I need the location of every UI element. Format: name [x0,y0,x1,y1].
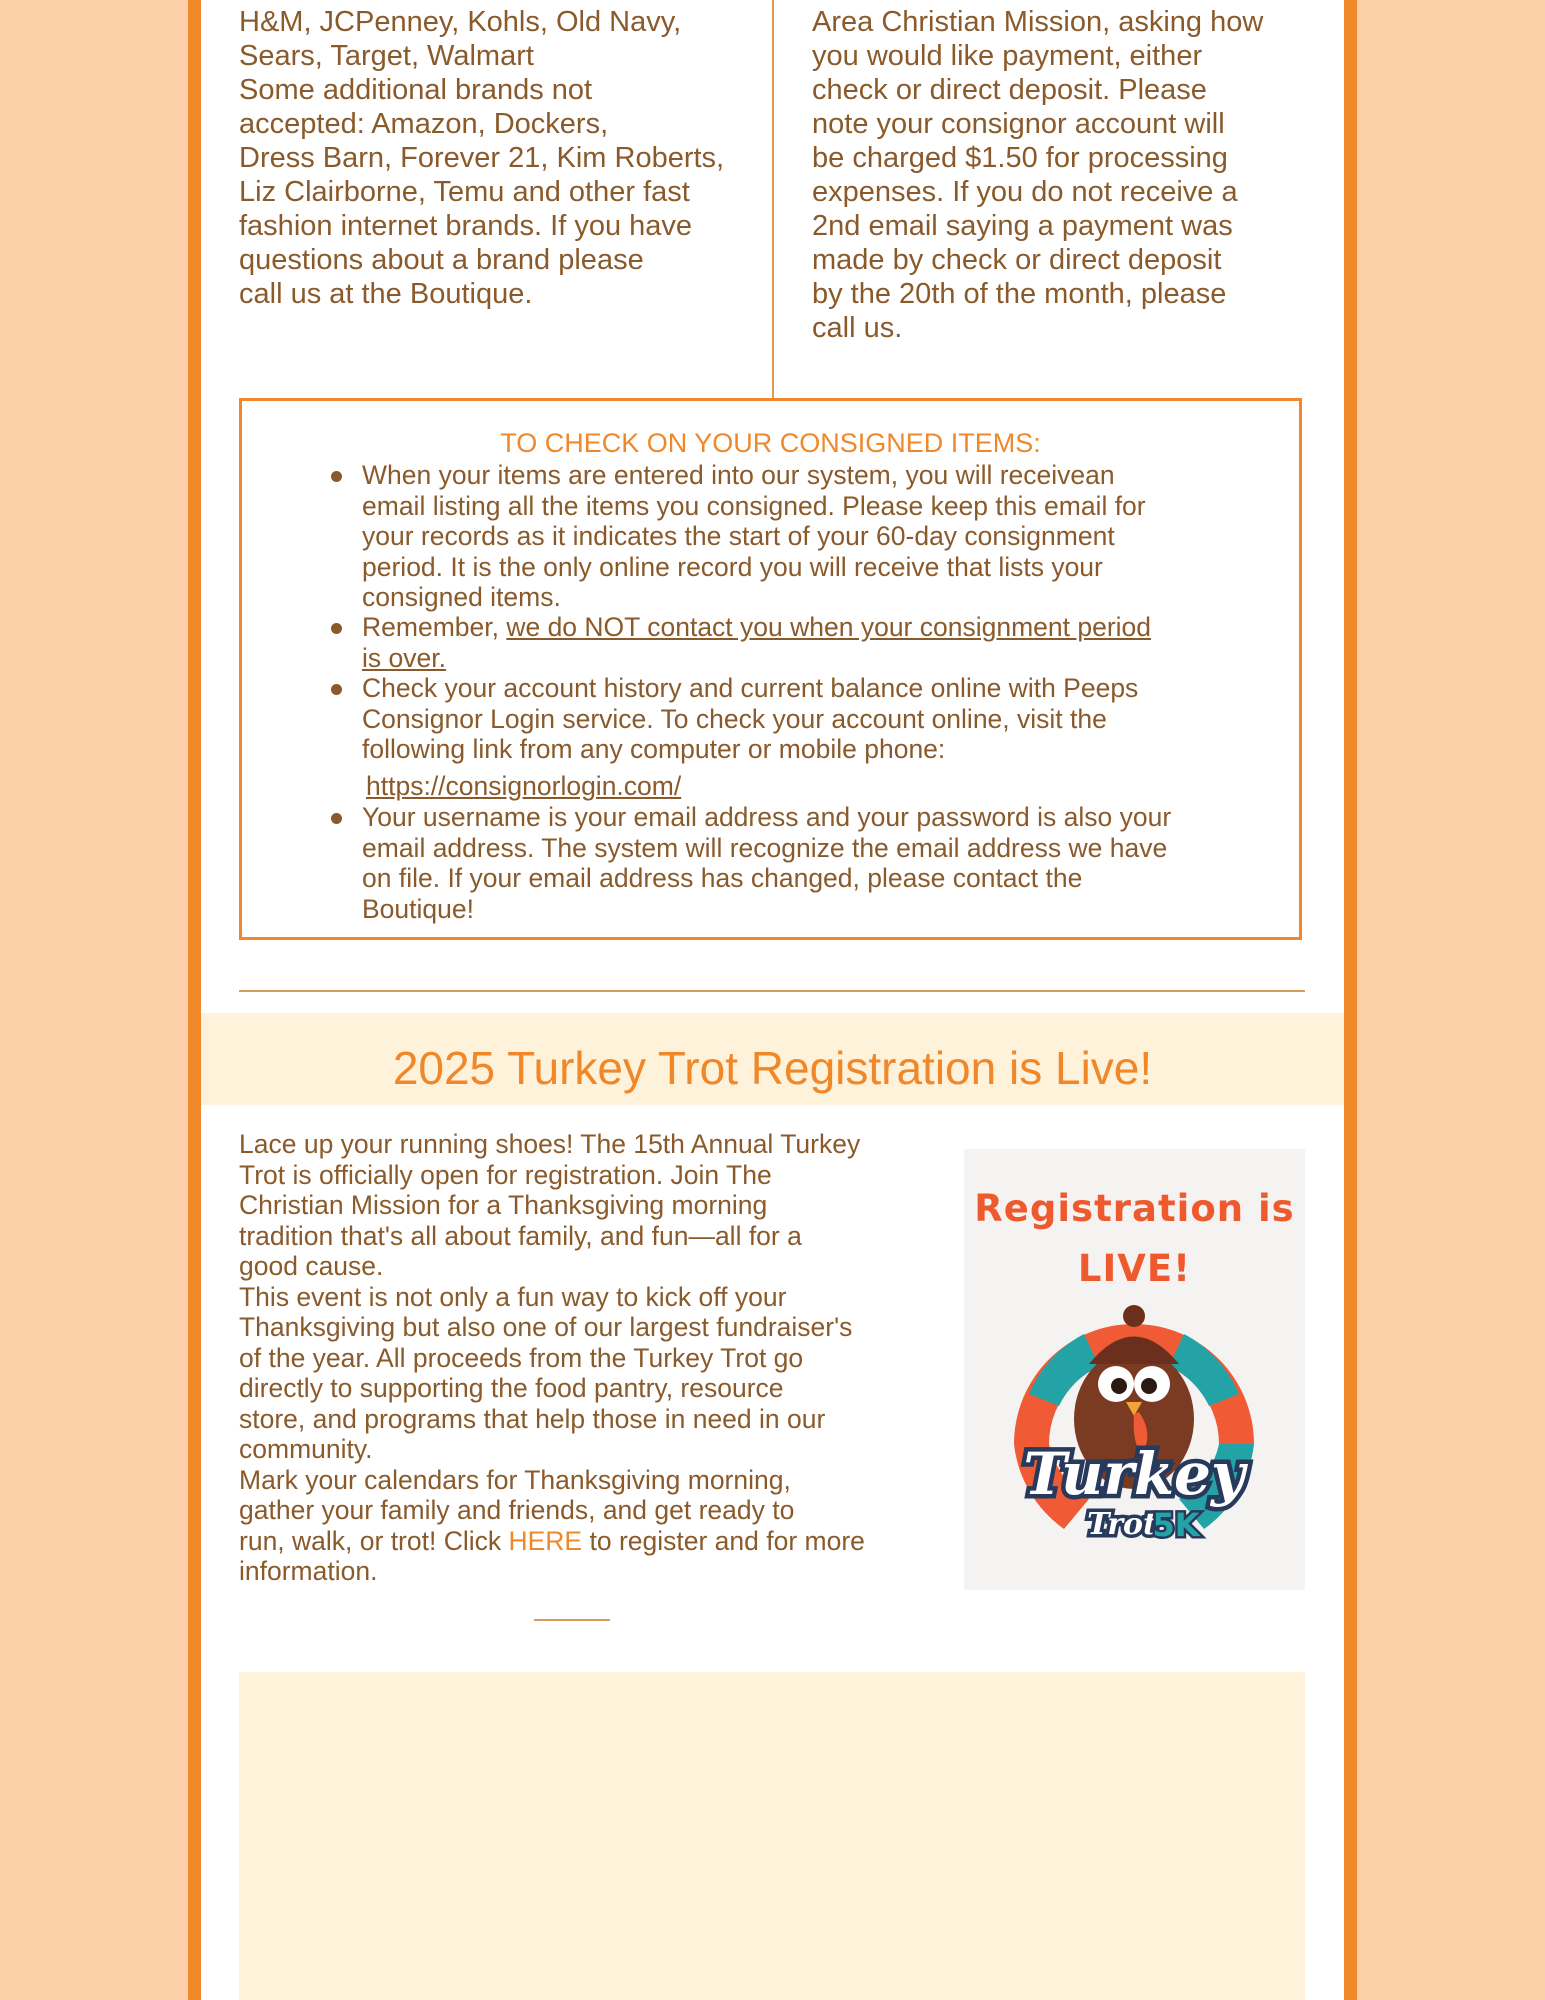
svg-text:Trot: Trot [1087,1507,1157,1542]
text-line: When your items are entered into our system, you will receivean [362,460,1115,490]
text-line: 2nd email saying a payment was [812,210,1233,242]
text-line [362,612,1272,643]
text-line: This event is not only a fun way to kick off your [239,1281,787,1312]
promo-line: LIVE! [1077,1247,1192,1290]
text-line: community. [239,1434,373,1464]
text-line: check or direct deposit. Please [812,74,1207,106]
short-divider [534,1619,610,1621]
text-line: accepted: Amazon, Dockers, [239,108,609,140]
text-line: store, and programs that help those in need in our [239,1403,826,1434]
bullet-icon [331,471,342,482]
text-line: Consignor Login service. To check your account online, visit the [362,703,1107,734]
text-line: Liz Clairborne, Temu and other fast [239,176,690,208]
svg-text:Turkey: Turkey [1023,1440,1245,1508]
turkey-trot-promo-image[interactable] [964,1149,1305,1590]
text-line: you would like payment, either [812,40,1203,72]
text-line: consigned items. [362,582,561,612]
text-line: be charged $1.50 for processing [812,142,1228,174]
right-orange-border [1344,0,1357,2000]
text-line: period. It is the only online record you will receive that lists your [362,551,1103,582]
promo-title [964,1179,1305,1299]
text-line: Dress Barn, Forever 21, Kim Roberts, [239,142,725,174]
list-item [362,612,1272,673]
text-line: your records as it indicates the start of your 60-day consignment [362,521,1115,551]
bullet-icon [331,813,342,824]
text-line: questions about a brand please [239,244,644,276]
underlined-notice: is over. [362,642,446,673]
text-line: made by check or direct deposit [812,244,1222,276]
text-line: directly to supporting the food pantry, resource [239,1373,784,1403]
text-span: Remember, [362,612,507,642]
text-line: call us at the Boutique. [239,278,533,310]
list-item [362,802,1272,924]
text-line: Some additional brands not [239,74,593,106]
text-line: of the year. All proceeds from the Turkey Trot go [239,1342,804,1373]
text-line: Area Christian Mission, asking how [812,6,1264,38]
register-here-link[interactable]: HERE [508,1525,583,1556]
turkey-trot-logo-icon [1004,1294,1264,1554]
turkey-trot-body [239,1129,939,1587]
column-divider [772,0,774,398]
text-line: Thanksgiving but also one of our largest fundraiser's [239,1312,853,1342]
text-line: call us. [812,312,903,344]
text-line: note your consignor account will [812,108,1225,140]
bullet-icon [331,623,342,634]
text-line: Your username is your email address and your password is also your [362,802,1172,832]
underlined-notice: we do NOT contact you when your consignment period [506,612,1152,642]
text-line [239,1526,939,1557]
turkey-trot-heading: 2025 Turkey Trot Registration is Live! [392,1042,1153,1094]
promo-line: Registration is [974,1187,1295,1230]
text-line: H&M, JCPenney, Kohls, Old Navy, [239,6,682,38]
bullet-icon [331,684,342,695]
brands-column [239,5,779,311]
text-line: Trot is officially open for registration. Join The [239,1159,772,1190]
text-line: by the 20th of the month, please [812,278,1227,310]
text-line: Boutique! [362,893,474,924]
text-line: Sears, Target, Walmart [239,40,534,72]
text-line: Lace up your running shoes! The 15th Annual Turkey [239,1129,861,1159]
text-line: Mark your calendars for Thanksgiving morning, [239,1464,791,1495]
text-line: good cause. [239,1251,384,1281]
consignor-login-link[interactable]: https://consignorlogin.com/ [366,771,682,801]
left-orange-border [188,0,201,2000]
text-line: fashion internet brands. If you have [239,210,693,242]
text-line [362,643,1272,674]
text-line: expenses. If you do not receive a [812,176,1238,208]
consigned-items-title: TO CHECK ON YOUR CONSIGNED ITEMS: [500,428,1041,458]
text-line: tradition that's all about family, and fun—all for a [239,1220,802,1251]
text-line: following link from any computer or mobile phone: [362,734,946,764]
text-line: gather your family and friends, and get ready to [239,1495,795,1525]
svg-text:5K: 5K [1152,1506,1200,1544]
text-line: email listing all the items you consigned. Please keep this email for [362,490,1146,521]
list-item [362,673,1272,765]
text-span: to register and for more [582,1525,865,1556]
text-line: Christian Mission for a Thanksgiving morning [239,1190,768,1220]
text-span: run, walk, or trot! Click [239,1525,509,1556]
payment-column [812,5,1312,345]
newsletter-content [201,0,1344,2000]
text-line: information. [239,1556,378,1586]
section-divider [239,990,1305,992]
list-item [362,460,1272,613]
text-line: on file. If your email address has changed, please contact the [362,863,1083,893]
text-line: email address. The system will recognize the email address we have [362,832,1168,863]
text-line: Check your account history and current balance online with Peeps [362,673,1139,703]
consigned-items-box [239,398,1302,940]
cream-content-block [239,1672,1305,2000]
